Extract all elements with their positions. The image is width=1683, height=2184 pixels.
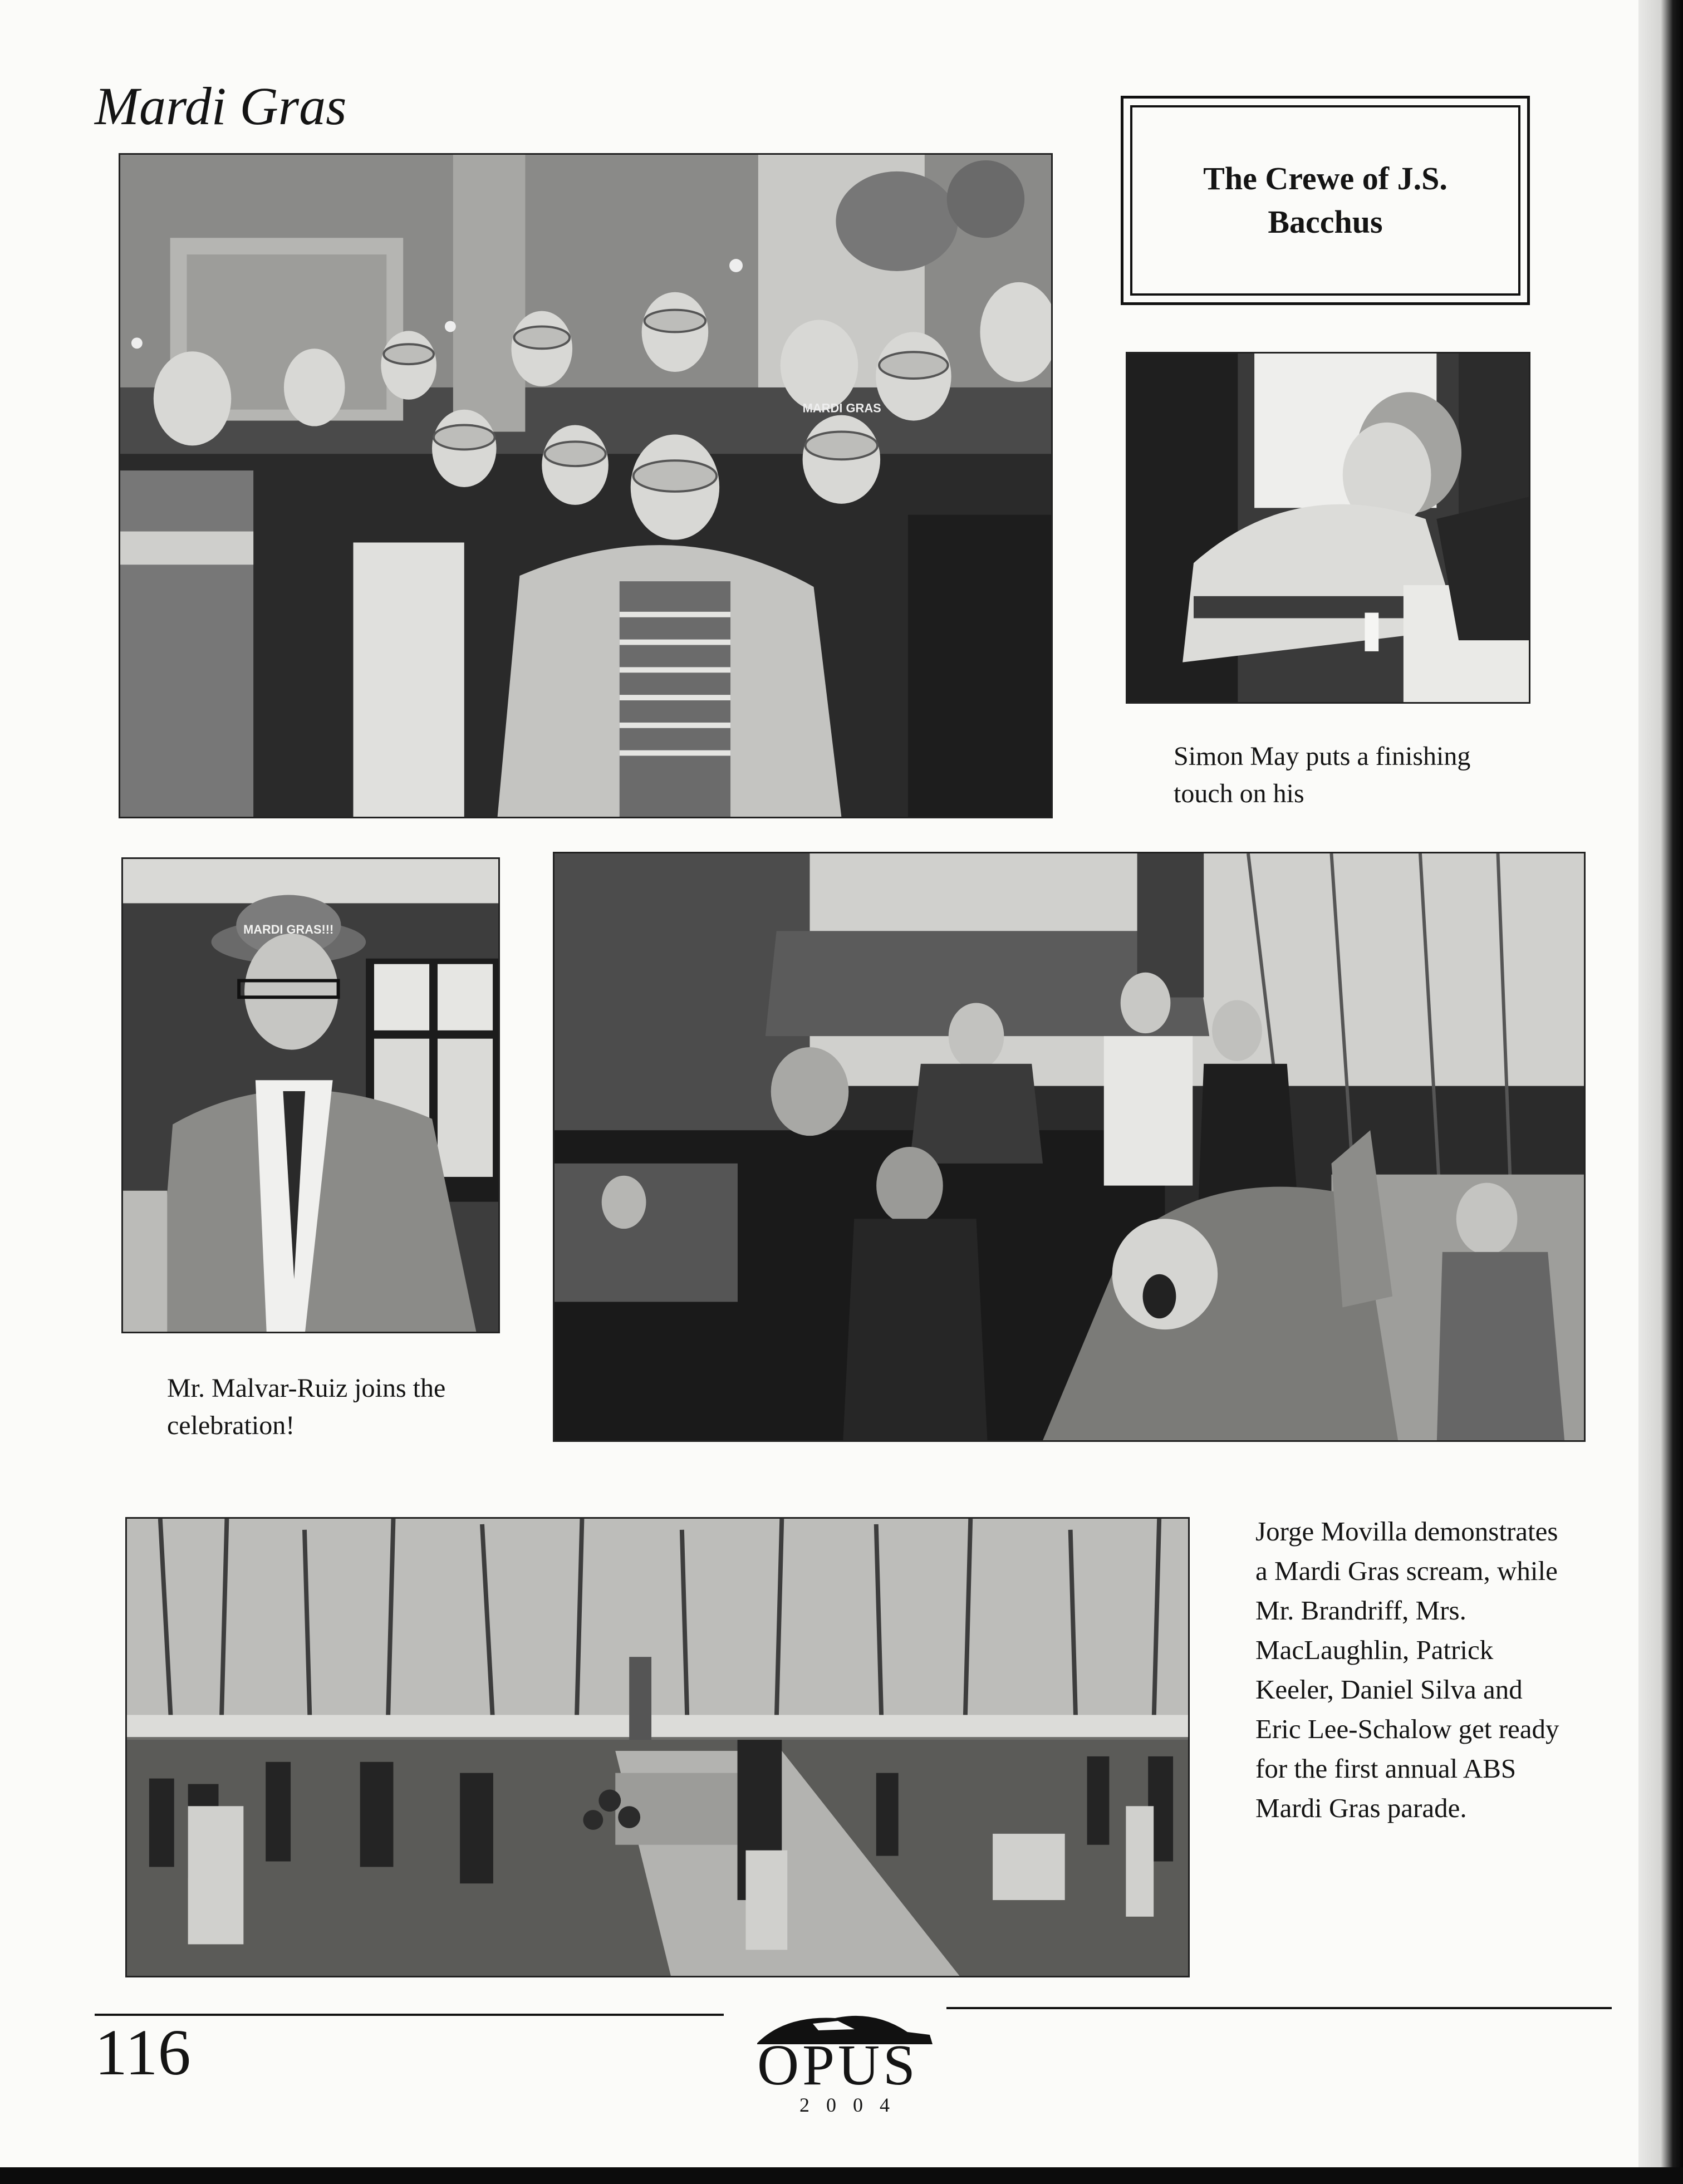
footer-rule-right [946,2007,1612,2009]
photo-parade-lawn [125,1517,1190,1977]
feature-title-box-inner [1130,105,1520,296]
page-number: 116 [95,2016,191,2089]
photo-parade-lawn-image [127,1519,1188,1976]
logo-year: 2004 [799,2094,906,2116]
caption-jorge-movilla: Jorge Movilla demonstrates a Mardi Gras scream, while Mr. Brandriff, Mrs. MacLaughlin, Patrick Keeler, Daniel Silva and Eric Lee-Schalow get ready for the first annual ABS Mardi Gras parade. [1255,1516,1559,1824]
photo-masked-group-image [120,155,1051,817]
photo-malvar-ruiz [121,857,500,1333]
headband-text: MARDI GRAS [802,401,881,415]
photo-simon-may [1126,352,1530,704]
scan-bottom-band [0,2167,1683,2184]
page-title: Mardi Gras [95,76,347,136]
photo-malvar-ruiz-image [123,859,498,1332]
opus-logo [746,2004,946,2127]
caption-malvar-ruiz: Mr. Malvar-Ruiz joins the celebration! [167,1373,446,1441]
photo-masked-group [119,153,1053,818]
hat-text: MARDI GRAS!!! [243,922,334,937]
photo-simon-may-image [1127,354,1529,702]
photo-parade-truck [553,852,1586,1442]
feature-title: The Crewe of J.S. Bacchus [1203,160,1448,240]
feature-title-box [1121,96,1530,305]
photo-parade-truck-image [555,853,1584,1440]
page-edge-shadow [1638,0,1683,2184]
logo-text: OPUS [757,2033,919,2097]
caption-simon-may: Simon May puts a finishing touch on his [1174,742,1471,809]
